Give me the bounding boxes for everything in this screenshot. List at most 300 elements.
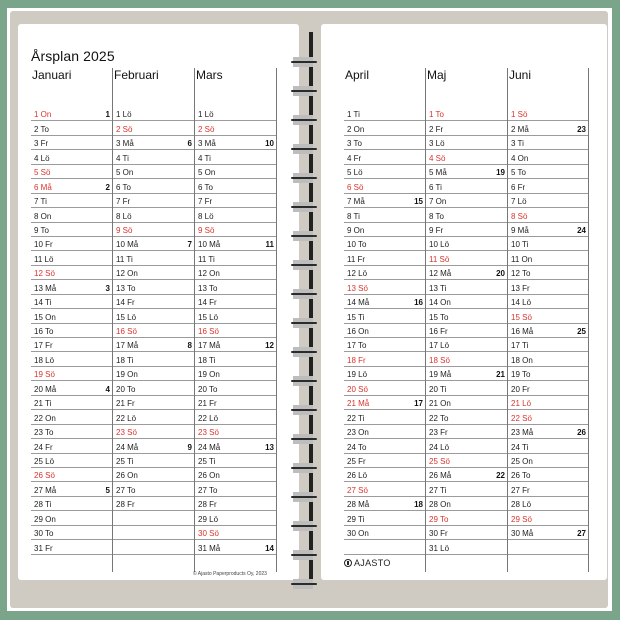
day-row bbox=[31, 236, 112, 251]
day-label: 11 On bbox=[511, 254, 533, 264]
day-row bbox=[508, 135, 588, 150]
day-label: 15 To bbox=[429, 312, 449, 322]
week-number: 2 bbox=[105, 182, 110, 192]
week-number: 17 bbox=[414, 399, 423, 409]
day-row bbox=[113, 395, 194, 410]
day-row bbox=[508, 323, 588, 338]
day-label: 5 Må bbox=[429, 168, 447, 178]
day-label: 9 Må bbox=[511, 225, 529, 235]
day-row bbox=[31, 510, 112, 525]
day-row bbox=[508, 438, 588, 453]
day-row bbox=[426, 106, 507, 121]
day-row bbox=[113, 366, 194, 381]
day-label: 17 To bbox=[347, 341, 367, 351]
day-label: 14 On bbox=[429, 298, 451, 308]
day-label: 23 Sö bbox=[116, 428, 137, 438]
day-label: 10 Må bbox=[198, 240, 221, 250]
day-row bbox=[113, 337, 194, 352]
day-label: 12 On bbox=[116, 269, 138, 279]
day-row bbox=[426, 279, 507, 294]
day-row bbox=[195, 178, 276, 193]
day-row bbox=[31, 106, 112, 121]
page-title: Årsplan 2025 bbox=[31, 48, 115, 64]
day-row bbox=[195, 193, 276, 208]
day-row bbox=[113, 467, 194, 482]
day-row bbox=[195, 222, 276, 237]
week-number: 16 bbox=[414, 298, 423, 308]
ring-wire bbox=[291, 409, 317, 411]
month-column-april bbox=[344, 68, 426, 572]
binding-ring bbox=[291, 549, 318, 561]
day-row bbox=[31, 193, 112, 208]
day-label: 11 Fr bbox=[347, 254, 366, 264]
day-label: 1 Sö bbox=[511, 110, 528, 120]
day-row bbox=[113, 236, 194, 251]
ring-wire bbox=[291, 322, 317, 324]
day-label: 12 On bbox=[198, 269, 220, 279]
day-label: 3 Lö bbox=[429, 139, 445, 149]
day-label: 6 To bbox=[116, 182, 131, 192]
day-label: 28 Fr bbox=[116, 500, 135, 510]
day-label: 28 Må bbox=[347, 500, 370, 510]
month-column-juni bbox=[508, 68, 589, 572]
day-label: 4 Lö bbox=[34, 153, 50, 163]
day-row bbox=[113, 496, 194, 511]
day-row bbox=[344, 323, 425, 338]
day-label: 16 Sö bbox=[116, 327, 137, 337]
day-row bbox=[113, 424, 194, 439]
day-row bbox=[344, 380, 425, 395]
week-number: 8 bbox=[187, 341, 192, 351]
day-label: 19 Lö bbox=[347, 370, 368, 380]
binding-ring bbox=[291, 143, 318, 155]
day-row bbox=[113, 438, 194, 453]
day-label: 4 Ti bbox=[198, 153, 211, 163]
binding-ring bbox=[291, 56, 318, 68]
day-row bbox=[508, 525, 588, 540]
day-label: 20 Fr bbox=[511, 384, 530, 394]
day-label: 25 Fr bbox=[347, 456, 366, 466]
day-row bbox=[508, 193, 588, 208]
empty-row bbox=[113, 525, 194, 540]
day-label: 25 Sö bbox=[429, 456, 450, 466]
ring-wire bbox=[291, 467, 317, 469]
day-row bbox=[508, 207, 588, 222]
day-row bbox=[113, 193, 194, 208]
day-row bbox=[31, 250, 112, 265]
day-row bbox=[113, 481, 194, 496]
day-label: 6 Ti bbox=[429, 182, 442, 192]
week-number: 12 bbox=[265, 341, 274, 351]
day-label: 13 Fr bbox=[511, 283, 530, 293]
day-label: 8 Lö bbox=[116, 211, 132, 221]
week-number: 7 bbox=[187, 240, 192, 250]
day-row bbox=[344, 467, 425, 482]
day-label: 19 Må bbox=[429, 370, 452, 380]
day-label: 17 Må bbox=[198, 341, 221, 351]
day-row bbox=[195, 424, 276, 439]
day-label: 27 Sö bbox=[347, 485, 368, 495]
ring-wire bbox=[291, 235, 317, 237]
day-row bbox=[344, 164, 425, 179]
day-label: 2 Sö bbox=[116, 124, 133, 134]
ring-wire bbox=[291, 61, 317, 63]
day-label: 16 Sö bbox=[198, 327, 219, 337]
month-name: Januari bbox=[32, 68, 72, 82]
day-label: 24 To bbox=[347, 442, 367, 452]
ring-wire bbox=[291, 264, 317, 266]
day-row bbox=[508, 178, 588, 193]
day-label: 27 Må bbox=[34, 485, 57, 495]
ring-wire bbox=[291, 496, 317, 498]
binding-ring bbox=[291, 462, 318, 474]
day-row bbox=[113, 453, 194, 468]
day-row bbox=[31, 222, 112, 237]
day-row bbox=[508, 120, 588, 135]
ring-wire bbox=[291, 293, 317, 295]
day-label: 31 Lö bbox=[429, 543, 450, 553]
day-label: 20 Ti bbox=[429, 384, 447, 394]
day-label: 29 Ti bbox=[347, 514, 365, 524]
day-label: 13 To bbox=[198, 283, 218, 293]
day-row bbox=[426, 265, 507, 280]
day-row bbox=[195, 323, 276, 338]
day-row bbox=[426, 149, 507, 164]
day-label: 11 Lö bbox=[34, 254, 54, 264]
ring-wire bbox=[291, 351, 317, 353]
day-label: 25 On bbox=[511, 456, 533, 466]
empty-row bbox=[508, 539, 588, 554]
day-label: 10 To bbox=[347, 240, 367, 250]
day-row bbox=[31, 323, 112, 338]
day-label: 1 Lö bbox=[116, 110, 132, 120]
day-label: 7 Fr bbox=[198, 197, 213, 207]
day-label: 26 Lö bbox=[347, 471, 368, 481]
day-row bbox=[426, 120, 507, 135]
day-label: 10 Lö bbox=[429, 240, 450, 250]
day-row bbox=[344, 351, 425, 366]
day-row bbox=[31, 467, 112, 482]
day-row bbox=[31, 481, 112, 496]
day-row bbox=[195, 366, 276, 381]
day-label: 20 Sö bbox=[347, 384, 368, 394]
day-label: 1 To bbox=[429, 110, 444, 120]
day-label: 27 To bbox=[116, 485, 136, 495]
day-row bbox=[508, 337, 588, 352]
day-row bbox=[195, 308, 276, 323]
ajasto-logo bbox=[344, 558, 391, 568]
day-row bbox=[344, 366, 425, 381]
logo-text: AJASTO bbox=[354, 558, 391, 568]
day-label: 30 On bbox=[347, 529, 369, 539]
day-label: 29 On bbox=[34, 514, 56, 524]
day-row bbox=[508, 424, 588, 439]
binding-ring bbox=[291, 114, 318, 126]
day-label: 3 To bbox=[347, 139, 362, 149]
day-row bbox=[426, 395, 507, 410]
day-row bbox=[426, 135, 507, 150]
binding-ring bbox=[291, 85, 318, 97]
day-label: 5 On bbox=[116, 168, 134, 178]
day-row bbox=[113, 106, 194, 121]
day-row bbox=[195, 337, 276, 352]
binding-ring bbox=[291, 520, 318, 532]
day-label: 16 On bbox=[347, 327, 369, 337]
day-label: 22 To bbox=[429, 413, 449, 423]
empty-row bbox=[113, 510, 194, 525]
month-column-maj bbox=[426, 68, 508, 572]
binding-ring bbox=[291, 317, 318, 329]
day-label: 15 Ti bbox=[347, 312, 365, 322]
day-row bbox=[344, 337, 425, 352]
day-label: 21 Må bbox=[347, 399, 370, 409]
day-row bbox=[426, 323, 507, 338]
day-row bbox=[508, 222, 588, 237]
day-label: 11 Sö bbox=[429, 254, 450, 264]
day-row bbox=[426, 438, 507, 453]
day-label: 13 Sö bbox=[347, 283, 368, 293]
day-row bbox=[344, 453, 425, 468]
day-label: 14 Ti bbox=[34, 298, 52, 308]
day-row bbox=[344, 250, 425, 265]
day-label: 15 Lö bbox=[116, 312, 137, 322]
day-row bbox=[195, 164, 276, 179]
binding-ring bbox=[291, 346, 318, 358]
day-row bbox=[195, 207, 276, 222]
day-row bbox=[344, 510, 425, 525]
day-label: 26 On bbox=[198, 471, 220, 481]
day-label: 21 On bbox=[429, 399, 451, 409]
day-row bbox=[426, 308, 507, 323]
day-row bbox=[31, 539, 112, 554]
day-row bbox=[344, 222, 425, 237]
day-row bbox=[426, 193, 507, 208]
day-row bbox=[508, 236, 588, 251]
day-row bbox=[426, 496, 507, 511]
day-label: 3 Fr bbox=[34, 139, 49, 149]
day-row bbox=[195, 395, 276, 410]
binding-ring bbox=[291, 578, 318, 590]
month-name: Juni bbox=[509, 68, 532, 82]
day-row bbox=[344, 308, 425, 323]
day-label: 16 Fr bbox=[429, 327, 448, 337]
day-label: 12 Lö bbox=[347, 269, 368, 279]
day-label: 15 Lö bbox=[198, 312, 219, 322]
day-label: 26 Sö bbox=[34, 471, 55, 481]
day-row bbox=[508, 351, 588, 366]
day-row bbox=[113, 149, 194, 164]
day-row bbox=[195, 525, 276, 540]
week-number: 15 bbox=[414, 197, 423, 207]
day-row bbox=[344, 279, 425, 294]
day-label: 30 Sö bbox=[198, 529, 219, 539]
week-number: 10 bbox=[265, 139, 274, 149]
day-label: 3 Må bbox=[116, 139, 134, 149]
day-label: 5 Lö bbox=[347, 168, 363, 178]
day-label: 27 Fr bbox=[511, 485, 530, 495]
empty-row bbox=[344, 539, 425, 554]
month-column-mars bbox=[195, 68, 277, 572]
day-row bbox=[344, 496, 425, 511]
day-row bbox=[426, 337, 507, 352]
day-label: 11 Ti bbox=[116, 254, 133, 264]
binding-ring bbox=[291, 230, 318, 242]
day-label: 22 Sö bbox=[511, 413, 532, 423]
day-label: 1 Ti bbox=[347, 110, 360, 120]
day-row bbox=[344, 438, 425, 453]
day-row bbox=[195, 250, 276, 265]
day-label: 7 Ti bbox=[34, 197, 47, 207]
binding-ring bbox=[291, 259, 318, 271]
day-row bbox=[31, 337, 112, 352]
day-label: 16 To bbox=[34, 327, 54, 337]
day-label: 31 Fr bbox=[34, 543, 53, 553]
day-label: 7 Lö bbox=[511, 197, 527, 207]
day-row bbox=[31, 207, 112, 222]
day-row bbox=[31, 525, 112, 540]
day-label: 9 Sö bbox=[198, 225, 215, 235]
day-label: 18 Fr bbox=[347, 355, 366, 365]
day-row bbox=[426, 525, 507, 540]
day-label: 9 Fr bbox=[429, 225, 444, 235]
binding-ring bbox=[291, 491, 318, 503]
week-number: 20 bbox=[496, 269, 505, 279]
day-row bbox=[31, 164, 112, 179]
day-label: 13 Ti bbox=[429, 283, 447, 293]
day-row bbox=[426, 178, 507, 193]
day-row bbox=[195, 539, 276, 554]
day-row bbox=[31, 438, 112, 453]
logo-icon bbox=[344, 559, 352, 567]
day-label: 27 To bbox=[198, 485, 218, 495]
day-row bbox=[113, 207, 194, 222]
day-row bbox=[113, 178, 194, 193]
day-label: 24 Ti bbox=[511, 442, 529, 452]
day-label: 14 Må bbox=[347, 298, 370, 308]
day-label: 17 Må bbox=[116, 341, 139, 351]
day-label: 7 Fr bbox=[116, 197, 131, 207]
day-row bbox=[195, 106, 276, 121]
day-label: 2 On bbox=[347, 124, 365, 134]
day-label: 30 Fr bbox=[429, 529, 448, 539]
ring-wire bbox=[291, 206, 317, 208]
day-label: 18 Ti bbox=[198, 355, 216, 365]
day-row bbox=[508, 380, 588, 395]
day-row bbox=[426, 207, 507, 222]
day-row bbox=[508, 265, 588, 280]
day-label: 12 To bbox=[511, 269, 531, 279]
day-row bbox=[426, 453, 507, 468]
day-label: 12 Må bbox=[429, 269, 452, 279]
day-row bbox=[113, 351, 194, 366]
ring-wire bbox=[291, 90, 317, 92]
week-number: 21 bbox=[496, 370, 505, 380]
day-label: 10 Ti bbox=[511, 240, 529, 250]
day-row bbox=[508, 453, 588, 468]
day-row bbox=[344, 149, 425, 164]
day-row bbox=[195, 409, 276, 424]
day-label: 4 Sö bbox=[429, 153, 446, 163]
day-row bbox=[195, 294, 276, 309]
day-label: 25 Ti bbox=[198, 456, 216, 466]
day-row bbox=[426, 539, 507, 554]
day-row bbox=[508, 149, 588, 164]
day-row bbox=[426, 467, 507, 482]
week-number: 22 bbox=[496, 471, 505, 481]
week-number: 5 bbox=[105, 485, 110, 495]
week-number: 13 bbox=[265, 442, 274, 452]
day-row bbox=[31, 149, 112, 164]
week-number: 25 bbox=[577, 327, 586, 337]
day-row bbox=[31, 453, 112, 468]
ring-wire bbox=[291, 177, 317, 179]
day-label: 22 Lö bbox=[198, 413, 219, 423]
day-row bbox=[195, 149, 276, 164]
day-label: 30 Må bbox=[511, 529, 534, 539]
day-row bbox=[113, 409, 194, 424]
day-row bbox=[31, 395, 112, 410]
day-label: 18 Sö bbox=[429, 355, 450, 365]
day-row bbox=[344, 294, 425, 309]
day-label: 20 To bbox=[198, 384, 218, 394]
day-row bbox=[426, 164, 507, 179]
day-label: 2 To bbox=[34, 124, 49, 134]
ring-wire bbox=[291, 438, 317, 440]
day-label: 20 To bbox=[116, 384, 136, 394]
day-row bbox=[344, 236, 425, 251]
day-row bbox=[113, 120, 194, 135]
day-label: 1 On bbox=[34, 110, 52, 120]
day-row bbox=[113, 323, 194, 338]
day-row bbox=[195, 279, 276, 294]
day-label: 21 Lö bbox=[511, 399, 532, 409]
day-row bbox=[508, 496, 588, 511]
day-label: 29 Sö bbox=[511, 514, 532, 524]
day-label: 29 Lö bbox=[198, 514, 219, 524]
day-row bbox=[344, 178, 425, 193]
day-row bbox=[31, 308, 112, 323]
day-row bbox=[508, 279, 588, 294]
day-row bbox=[31, 279, 112, 294]
day-label: 7 On bbox=[429, 197, 447, 207]
day-label: 9 Sö bbox=[116, 225, 133, 235]
day-label: 26 To bbox=[511, 471, 531, 481]
day-label: 6 Sö bbox=[347, 182, 364, 192]
binding-ring bbox=[291, 172, 318, 184]
day-row bbox=[195, 135, 276, 150]
week-number: 14 bbox=[265, 543, 274, 553]
day-label: 8 To bbox=[429, 211, 444, 221]
day-row bbox=[31, 120, 112, 135]
day-label: 24 Fr bbox=[34, 442, 53, 452]
day-row bbox=[31, 380, 112, 395]
day-label: 1 Lö bbox=[198, 110, 214, 120]
day-label: 8 On bbox=[34, 211, 52, 221]
day-label: 3 Må bbox=[198, 139, 216, 149]
day-label: 7 Må bbox=[347, 197, 365, 207]
week-number: 18 bbox=[414, 500, 423, 510]
day-label: 17 Fr bbox=[34, 341, 53, 351]
day-row bbox=[113, 279, 194, 294]
day-label: 15 On bbox=[34, 312, 56, 322]
month-column-februari bbox=[113, 68, 195, 572]
day-label: 20 Må bbox=[34, 384, 57, 394]
day-row bbox=[426, 366, 507, 381]
day-label: 23 Fr bbox=[429, 428, 448, 438]
week-number: 26 bbox=[577, 428, 586, 438]
binding-ring bbox=[291, 288, 318, 300]
day-row bbox=[31, 496, 112, 511]
